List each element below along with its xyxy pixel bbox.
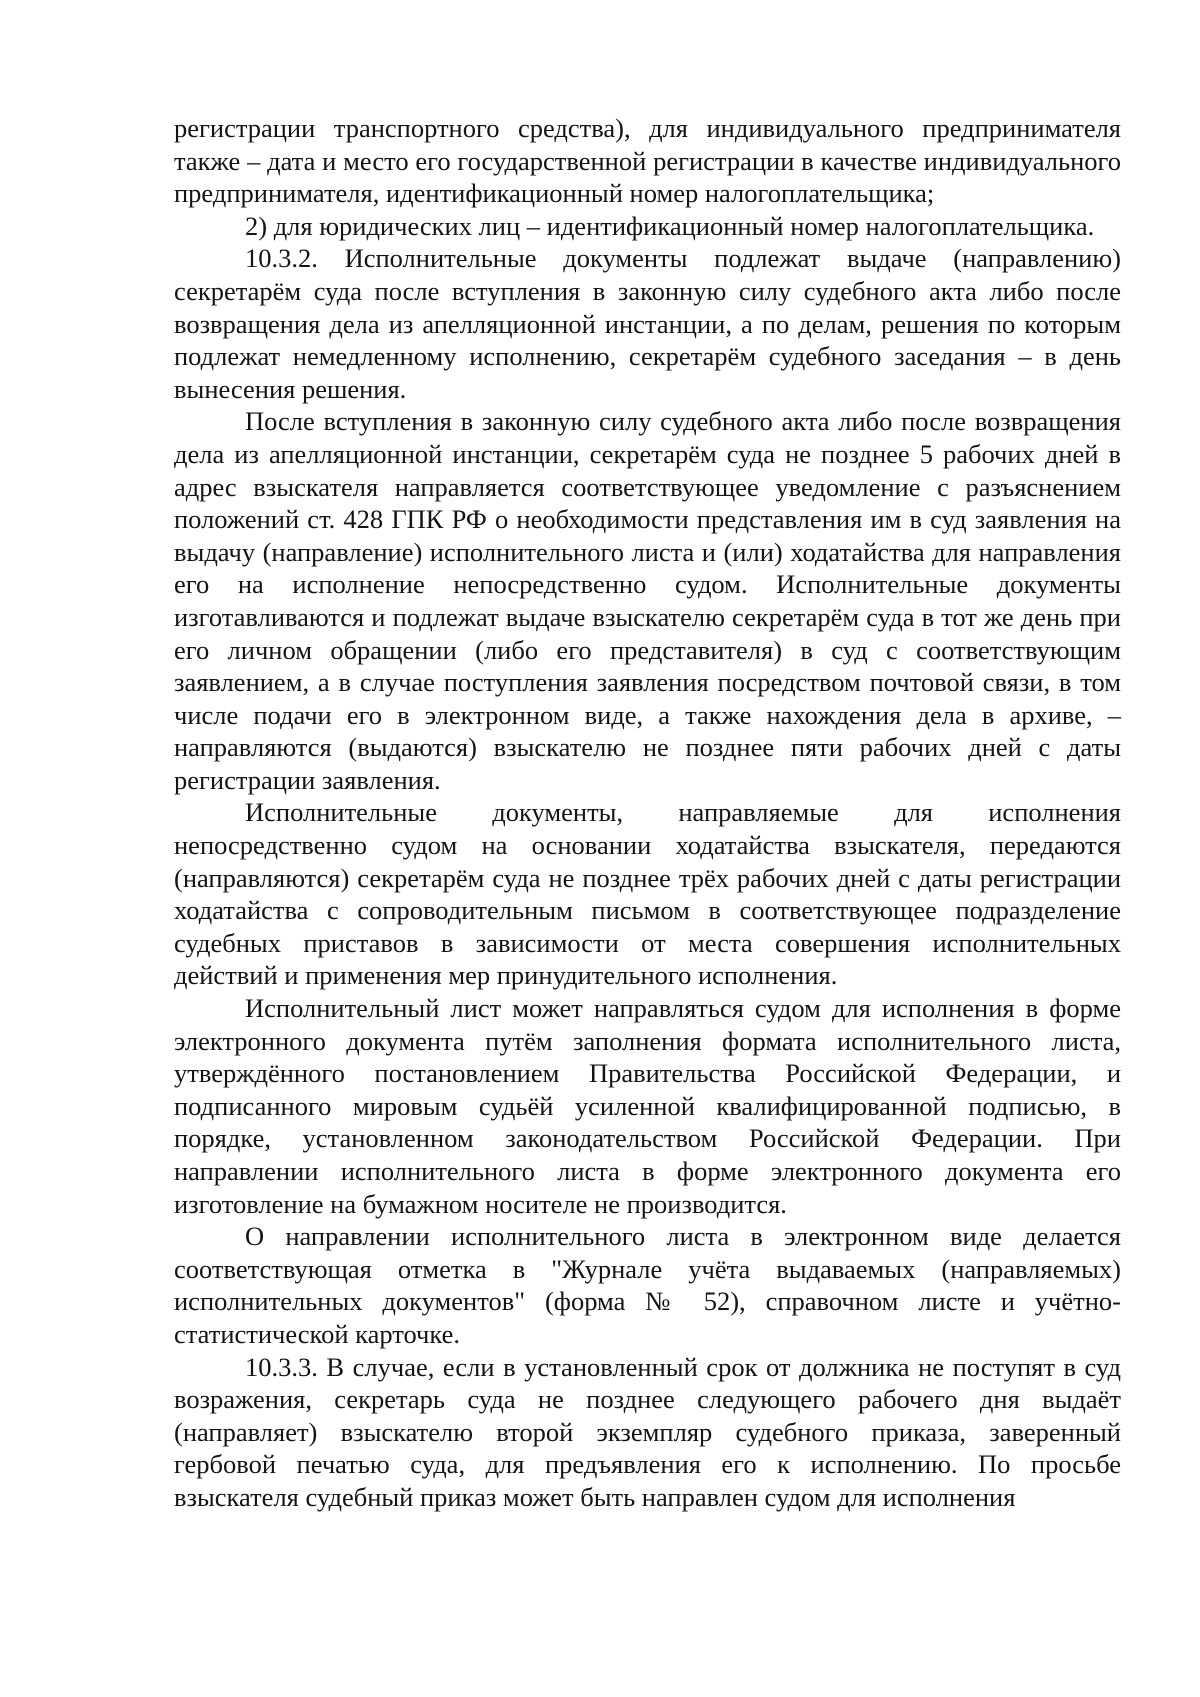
paragraph-journal-note: О направлении исполнительного листа в электронном виде делается соответствующая отметка в "Журнале учёта выдаваемых (направляемых) исполнительных документов" (форма № 52), справочном листе и учётно-статистической карточке. xyxy=(174,1221,1121,1349)
paragraph-10-3-2: 10.3.2. Исполнительные документы подлежат выдаче (направлению) секретарём суда после вступления в законную силу судебного акта либо после возвращения дела из апелляционной инстанции, а по делам, решения по которым подлежат немедленному исполнению, секретарём судебного заседания – в день вынесения решения. xyxy=(174,243,1121,404)
paragraph-10-3-3: 10.3.3. В случае, если в установленный срок от должника не поступят в суд возражения, секретарь суда не позднее следующего рабочего дня выдаёт (направляет) взыскателю второй экземпляр судебного приказа, заверенный гербовой печатью суда, для предъявления его к исполнению. По просьбе взыскателя судебный приказ может быть направлен судом для исполнения xyxy=(174,1351,1121,1512)
paragraph-item-2: 2) для юридических лиц – идентификационный номер налогоплательщика. xyxy=(245,210,1095,241)
paragraph-notification: После вступления в законную силу судебного акта либо после возвращения дела из апелляционной инстанции, секретарём суда не позднее 5 рабочих дней в адрес взыскателя направляется соответствующее уведомление с разъяснением положений ст. 428 ГПК РФ о необходимости представления им в суд заявления на выдачу (направление) исполнительного листа и (или) ходатайства для направления его на исполнение непосредственно судом. Исполнительные документы изготавливаются и подлежат выдаче взыскателю секретарём суда в тот же день при его личном обращении (либо его представителя) в суд с соответствующим заявлением, а в случае поступления заявления посредством почтовой связи, в том числе подачи его в электронном виде, а также нахождения дела в архиве, – направляются (выдаются) взыскателю не позднее пяти рабочих дней с даты регистрации заявления. xyxy=(174,406,1121,795)
document-body xyxy=(174,112,1121,1514)
paragraph-electronic-writ: Исполнительный лист может направляться судом для исполнения в форме электронного документа путём заполнения формата исполнительного листа, утверждённого постановлением Правительства Российской Федерации, и подписанного мировым судьёй усиленной квалифицированной подписью, в порядке, установленном законодательством Российской Федерации. При направлении исполнительного листа в форме электронного документа его изготовление на бумажном носителе не производится. xyxy=(174,993,1121,1219)
paragraph-continuation: регистрации транспортного средства), для индивидуального предпринимателя также – дата и место его государственной регистрации в качестве индивидуального предпринимателя, идентификационный номер налогоплательщика; xyxy=(174,113,1121,209)
paragraph-transfer-to-bailiffs: Исполнительные документы, направляемые для исполнения непосредственно судом на основании ходатайства взыскателя, передаются (направляются) секретарём суда не позднее трёх рабочих дней с даты регистрации ходатайства с сопроводительным письмом в соответствующее подразделение судебных приставов в зависимости от места совершения исполнительных действий и применения мер принудительного исполнения. xyxy=(174,797,1121,991)
